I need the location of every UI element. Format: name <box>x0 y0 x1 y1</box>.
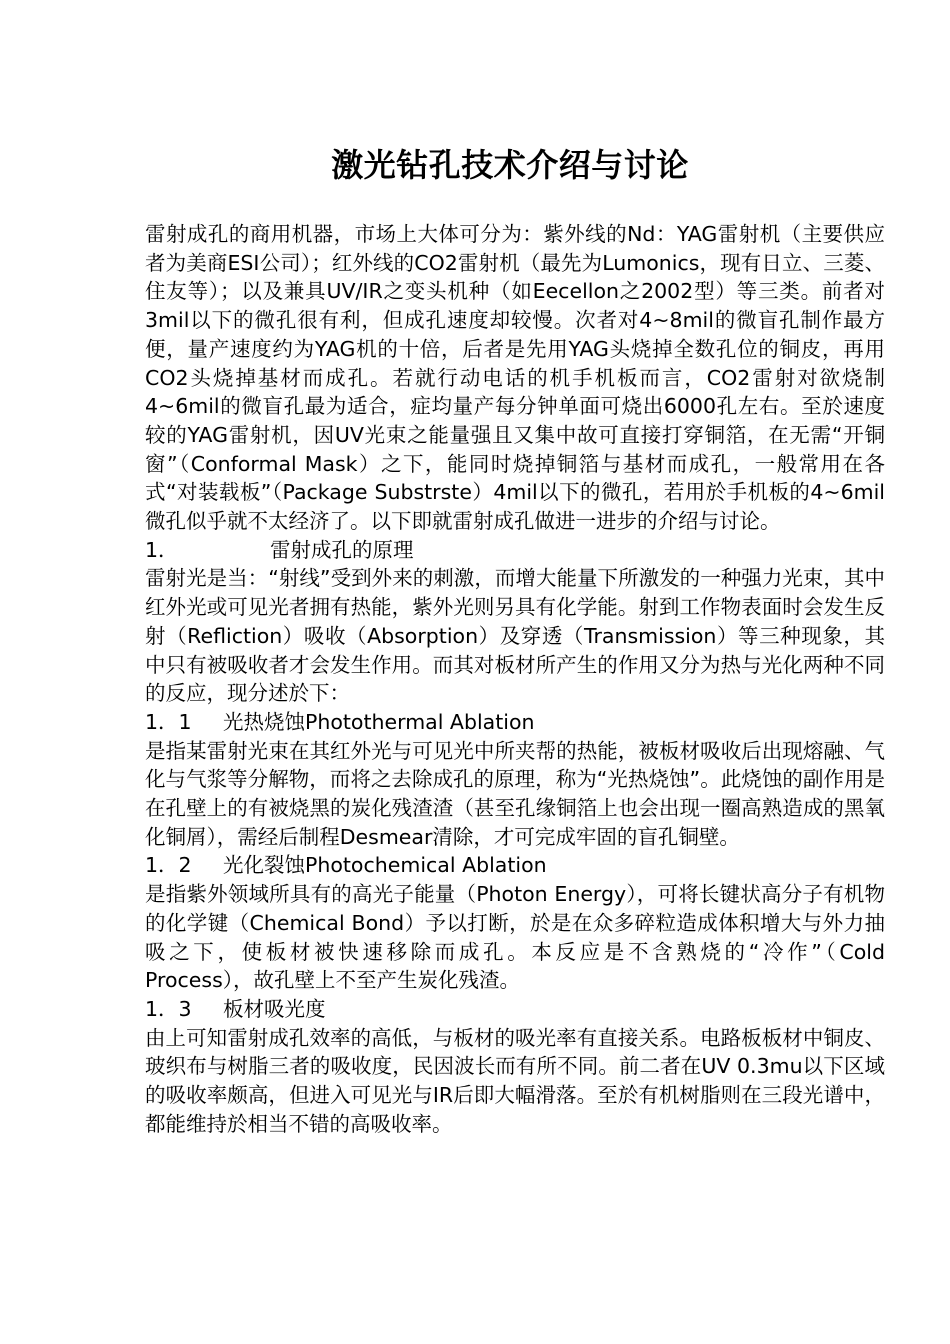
subsection-heading <box>145 851 885 880</box>
page-title: 激光钻孔技术介绍与讨论 <box>331 146 689 184</box>
subsection-heading <box>145 708 885 737</box>
subsection-paragraph: 是指某雷射光束在其红外光与可见光中所夹帮的热能，被板材吸收后出现熔融、气化与气浆等分解物，而将之去除成孔的原理，称为“光热烧蚀”。此烧蚀的副作用是在孔壁上的有被烧黑的炭化残渣渣（甚至孔缘铜箔上也会出现一圈高熟造成的黑氧化铜屑），需经后制程Desmear清除，才可完成牢固的盲孔铜壁。 <box>145 738 885 849</box>
subsection-title: 板材吸光度 <box>223 996 326 1021</box>
subsection-heading <box>145 995 885 1024</box>
section-paragraph: 雷射光是当：“射线”受到外来的刺激，而增大能量下所激发的一种强力光束，其中红外光或可见光者拥有热能，紫外光则另具有化学能。射到工作物表面时会发生反射（Refliction）吸收（Absorption）及穿透（Transmission）等三种现象，其中只有被吸收者才会发生作用。而其对板材所产生的作用又分为热与光化两种不同的反应，现分述於下： <box>145 566 885 706</box>
subsection-paragraph: 由上可知雷射成孔效率的高低，与板材的吸光率有直接关系。电路板板材中铜皮、玻织布与树脂三者的吸收度，民因波长而有所不同。前二者在UV 0.3mu以下区域的吸收率颇高，但进入可见光与IR后即大幅滑落。至於有机树脂则在三段光谱中，都能维持於相当不错的高吸收率。 <box>145 1025 885 1136</box>
subsection-number: 1．3 <box>145 996 192 1021</box>
section-title: 雷射成孔的原理 <box>270 537 414 562</box>
subsection-number: 1．2 <box>145 853 192 878</box>
section-number: 1． <box>145 537 179 562</box>
document-body <box>145 220 885 1139</box>
section-heading <box>145 536 885 565</box>
subsection-paragraph: 是指紫外领域所具有的高光子能量（Photon Energy），可将长键状高分子有机物的化学键（Chemical Bond）予以打断，於是在众多碎粒造成体积增大与外力抽吸之下，使板材被快速移除而成孔。本反应是不含熟烧的“冷作”（Cold Process），故孔壁上不至产生炭化残渣。 <box>145 882 885 993</box>
subsection-title: 光化裂蚀Photochemical Ablation <box>223 853 547 878</box>
subsection-title: 光热烧蚀Photothermal Ablation <box>223 709 535 734</box>
intro-paragraph: 雷射成孔的商用机器，市场上大体可分为：紫外线的Nd：YAG雷射机（主要供应者为美商ESI公司）；红外线的CO2雷射机（最先为Lumonics，现有日立、三菱、住友等）；以及兼具UV/IR之变头机种（如Eecellon之2002型）等三类。前者对3mil以下的微孔很有利，但成孔速度却较慢。次者对4~8mil的微盲孔制作最方便，量产速度约为YAG机的十倍，后者是先用YAG头烧掉全数孔位的铜皮，再用CO2头烧掉基材而成孔。若就行动电话的机手机板而言，CO2雷射对欲烧制4~6mil的微盲孔最为适合，症均量产每分钟单面可烧出6000孔左右。至於速度较的YAG雷射机，因UV光束之能量强且又集中故可直接打穿铜箔，在无需“开铜窗”（Conformal Mask）之下，能同时烧掉铜箔与基材而成孔，一般常用在各式“对装载板”（Package Substrste）4mil以下的微孔，若用於手机板的4~6mil微孔似乎就不太经济了。以下即就雷射成孔做进一进步的介绍与讨论。 <box>145 222 885 534</box>
subsection-number: 1．1 <box>145 709 192 734</box>
